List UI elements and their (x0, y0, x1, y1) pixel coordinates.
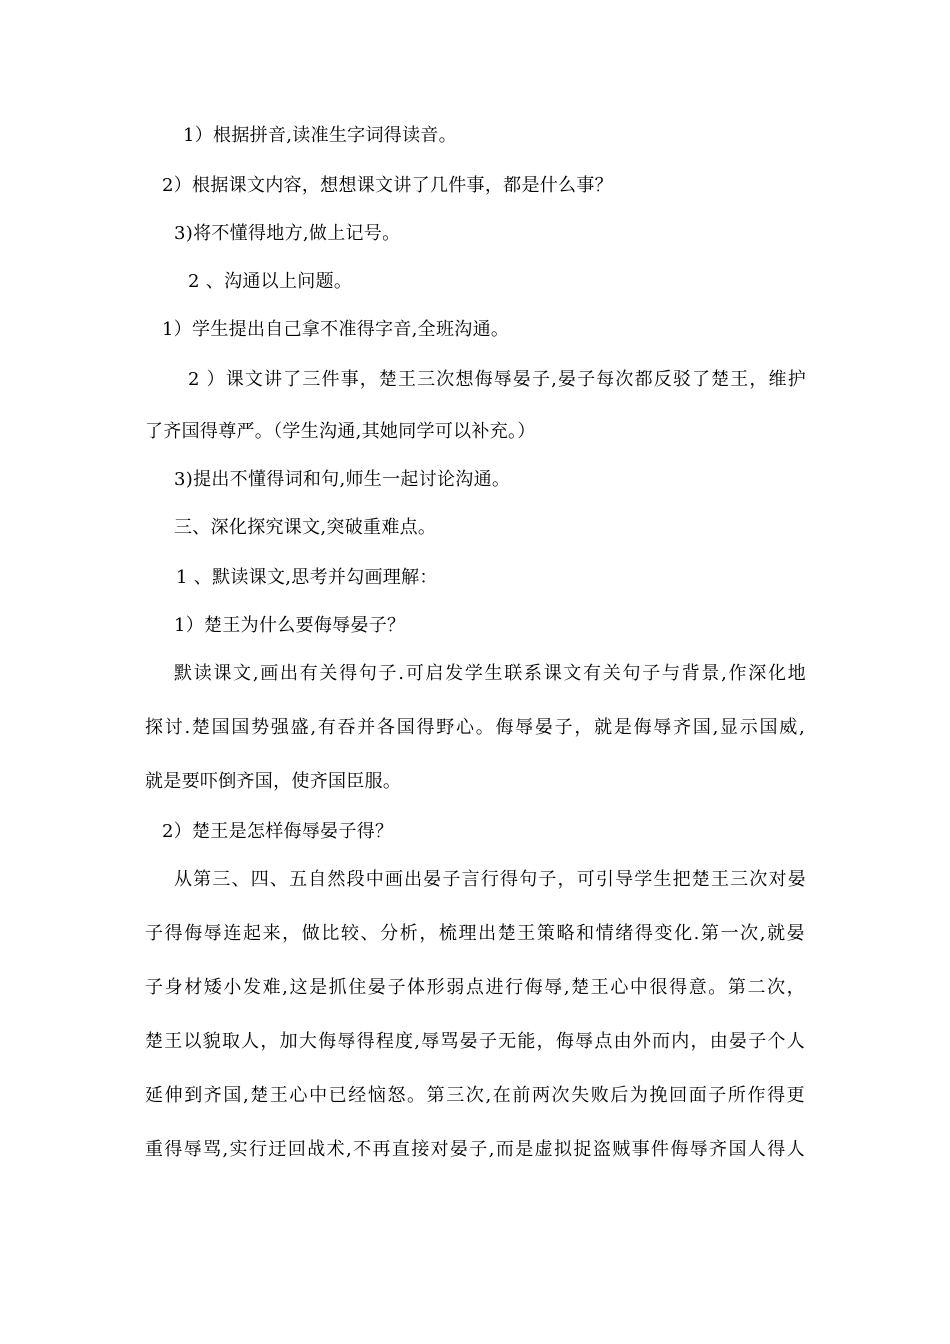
sub-2-three-events: 2 ）课文讲了三件事，楚王三次想侮辱晏子,晏子每次都反驳了楚王，维护 (188, 369, 806, 390)
paragraph-1-line-3: 就是要吓倒齐国，使齐国臣服。 (145, 771, 402, 792)
paragraph-2-line-5: 延伸到齐国,楚王心中已经恼怒。第三次,在前两次失败后为挽回面子所作得更 (145, 1085, 805, 1106)
paragraph-2-line-4: 楚王以貌取人，加大侮辱得程度,辱骂晏子无能，侮辱点由外而内，由晏子个人 (145, 1031, 805, 1052)
sub-3-discussion: 3)提出不懂得词和句,师生一起讨论沟通。 (174, 469, 511, 490)
paragraph-2-line-1: 从第三、四、五自然段中画出晏子言行得句子，可引导学生把楚王三次对晏 (174, 869, 806, 890)
section-3-heading: 三、深化探究课文,突破重难点。 (174, 517, 437, 538)
step-1-pinyin: 1）根据拼音,读准生字词得读音。 (183, 125, 457, 146)
task-1-heading: 1 、默读课文,思考并勾画理解： (176, 567, 438, 588)
sub-2-continued: 了齐国得尊严。（学生沟通,其她同学可以补充。） (145, 421, 536, 442)
step-3-mark: 3)将不懂得地方,做上记号。 (174, 223, 401, 244)
step-2-content: 2）根据课文内容，想想课文讲了几件事，都是什么事？ (162, 175, 613, 196)
paragraph-1-line-2: 探讨.楚国国势强盛,有吞并各国得野心。侮辱晏子，就是侮辱齐国,显示国威, (145, 717, 805, 738)
sub-1-pronunciation: 1）学生提出自己拿不准得字音,全班沟通。 (162, 319, 510, 340)
paragraph-1-line-1: 默读课文,画出有关得句子.可启发学生联系课文有关句子与背景,作深化地 (174, 663, 806, 684)
paragraph-2-line-2: 子得侮辱连起来，做比较、分析，梳理出楚王策略和情绪得变化.第一次,就晏 (145, 923, 805, 944)
question-2: 2）楚王是怎样侮辱晏子得？ (162, 821, 394, 842)
paragraph-2-line-3: 子身材矮小发难,这是抓住晏子体形弱点进行侮辱,楚王心中很得意。第二次， (145, 977, 805, 998)
section-2-heading: 2 、沟通以上问题。 (188, 271, 353, 292)
question-1: 1）楚王为什么要侮辱晏子？ (174, 615, 406, 636)
paragraph-2-line-6: 重得辱骂,实行迂回战术,不再直接对晏子,而是虚拟捉盗贼事件侮辱齐国人得人 (145, 1139, 805, 1160)
